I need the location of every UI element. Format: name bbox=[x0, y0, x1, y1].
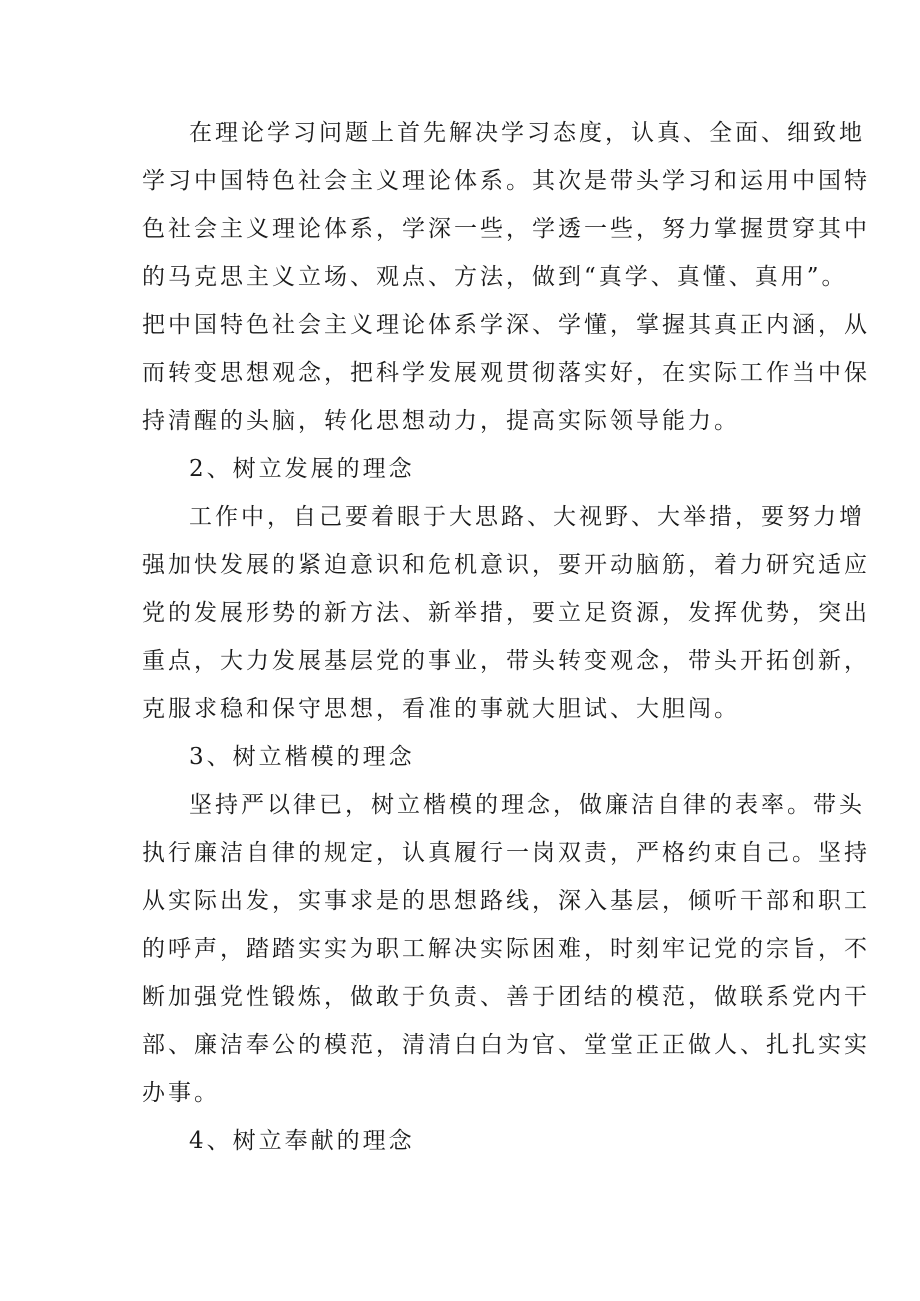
paragraph-1-line-6: 而转变思想观念，把科学发展观贯彻落实好，在实际工作当中保 bbox=[142, 360, 870, 386]
paragraph-3-line-6: 部、廉洁奉公的模范，清清白白为官、堂堂正正做人、扎扎实实 bbox=[142, 1032, 870, 1058]
section-heading-2: 2、树立发展的理念 bbox=[189, 456, 415, 482]
paragraph-2-line-3: 党的发展形势的新方法、新举措，要立足资源，发挥优势，突出 bbox=[142, 600, 870, 626]
paragraph-3-line-1: 坚持严以律已，树立楷模的理念，做廉洁自律的表率。带头 bbox=[189, 792, 865, 818]
paragraph-2-line-2: 强加快发展的紧迫意识和危机意识，要开动脑筋，着力研究适应 bbox=[142, 552, 870, 578]
paragraph-3-line-3: 从实际出发，实事求是的思想路线，深入基层，倾听干部和职工 bbox=[142, 888, 870, 914]
paragraph-1-line-2: 学习中国特色社会主义理论体系。其次是带头学习和运用中国特 bbox=[142, 168, 870, 194]
paragraph-2-line-4: 重点，大力发展基层党的事业，带头转变观念，带头开拓创新， bbox=[142, 648, 870, 674]
paragraph-3-line-2: 执行廉洁自律的规定，认真履行一岗双责，严格约束自己。坚持 bbox=[142, 840, 870, 866]
section-heading-4: 4、树立奉献的理念 bbox=[189, 1128, 415, 1154]
paragraph-3-line-7: 办事。 bbox=[142, 1080, 220, 1106]
paragraph-1-line-5: 把中国特色社会主义理论体系学深、学懂，掌握其真正内涵，从 bbox=[142, 312, 870, 338]
paragraph-1-line-3: 色社会主义理论体系，学深一些，学透一些，努力掌握贯穿其中 bbox=[142, 216, 870, 242]
paragraph-2-line-1: 工作中，自己要着眼于大思路、大视野、大举措，要努力增 bbox=[189, 504, 865, 530]
paragraph-1-line-7: 持清醒的头脑，转化思想动力，提高实际领导能力。 bbox=[142, 408, 740, 434]
paragraph-3-line-5: 断加强党性锻炼，做敢于负责、善于团结的模范，做联系党内干 bbox=[142, 984, 870, 1010]
paragraph-1-line-1: 在理论学习问题上首先解决学习态度，认真、全面、细致地 bbox=[189, 120, 865, 146]
paragraph-3-line-4: 的呼声，踏踏实实为职工解决实际困难，时刻牢记党的宗旨，不 bbox=[142, 936, 870, 962]
section-heading-3: 3、树立楷模的理念 bbox=[189, 744, 415, 770]
paragraph-2-line-5: 克服求稳和保守思想，看准的事就大胆试、大胆闯。 bbox=[142, 696, 740, 722]
paragraph-1-line-4: 的马克思主义立场、观点、方法，做到“真学、真懂、真用”。 bbox=[142, 264, 848, 290]
